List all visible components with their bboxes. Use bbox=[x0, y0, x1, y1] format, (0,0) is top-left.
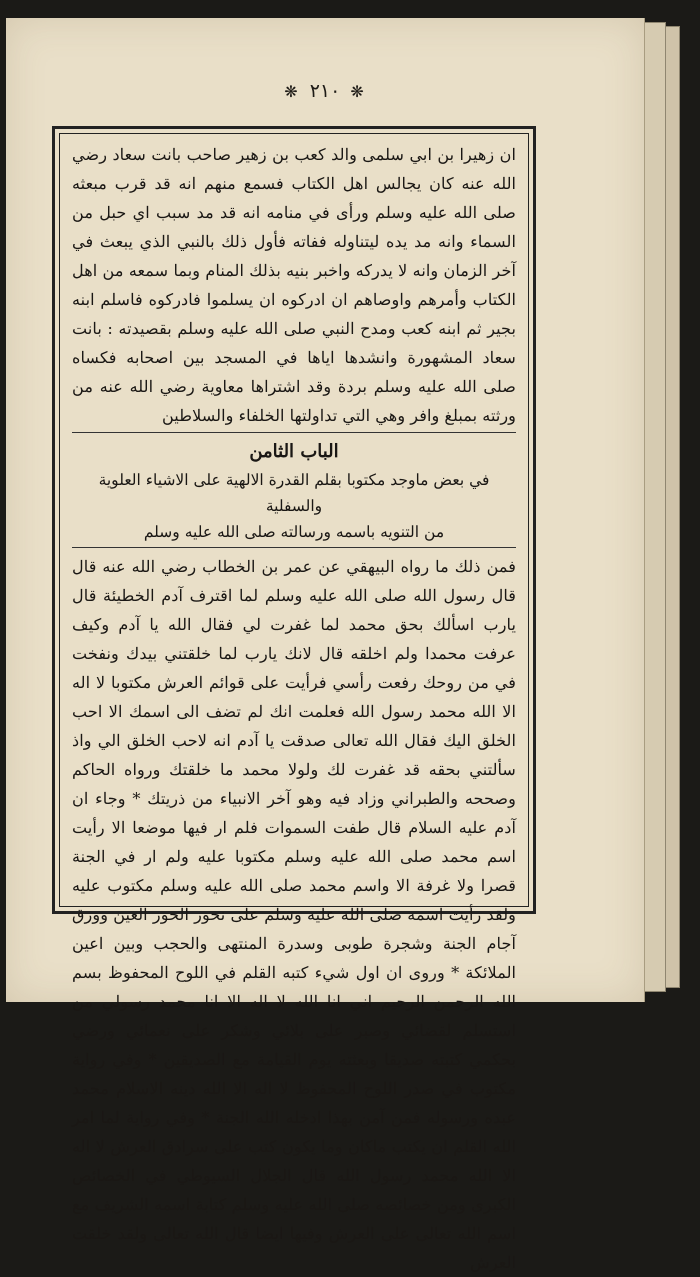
book-page bbox=[6, 18, 645, 1272]
divider bbox=[72, 547, 516, 548]
text-frame bbox=[52, 126, 536, 1272]
chapter-subtitle: من التنويه باسمه ورسالته صلى الله عليه وسلم bbox=[143, 523, 445, 541]
chapter-subtitle: في بعض ماوجد مكتوبا بقلم القدرة الالهية على الاشياء العلوية والسفلية bbox=[98, 471, 490, 515]
page-number-header bbox=[6, 80, 644, 102]
divider bbox=[72, 432, 516, 433]
page-content bbox=[72, 140, 516, 1272]
ornament-icon: ❋ bbox=[350, 82, 366, 101]
chapter-title: الباب الثامن bbox=[249, 441, 339, 462]
body-paragraph: فمن ذلك ما رواه البيهقي عن عمر بن الخطاب رضي الله عنه قال قال رسول الله صلى الله عليه وسلم لما اقترف آدم الخطيئة قال يارب اسألك بحق محمد لما غفرت لي فقال الله يا آدم وكيف عرفت محمدا ولم اخلقه قال لانك يارب لما خلقتني بيدك ونفخت في من روحك رفعت رأسي فرأيت على قوائم العرش مكتوبا لا اله الا الله محمد رسول الله فعلمت انك لم تضف الى اسمك الا احب الخلق اليك فقال الله تعالى صدقت يا آدم انه لاحب الخلق الي واذ سألتني بحقه قد غفرت لك ولولا محمد ما خلقتك ورواه الحاكم وصححه والطبراني وزاد فيه وهو آخر الانبياء من ذريتك * وجاء ان آدم عليه السلام قال طفت السموات فلم ار فيها موضعا الا رأيت اسم محمد صلى الله عليه وسلم مكتوبا عليه ولم ار في الجنة قصرا ولا غرفة الا واسم محمد صلى الله عليه وسلم مكتوب عليه ولقد رأيت اسمه صلى الله عليه وسلم على نحور الحور العين وورق آجام الجنة وشجرة طوبى وسدرة المنتهى والحجب وبين اعين الملائكة * وروى ان اول شيء كتبه القلم في اللوح المحفوظ بسم الله الرحمن الرحيم اني انا الله لا اله الا انا محمد رسولي من استسلم لقضائي وصبر على بلائي وشكر على نعمائي ورضي بحكمي كتبته صديقا وبعثته يوم القيامة مع الصديقين * وفي رواية مكتوب في صدر اللوح المحفوظ لا اله الا الله دينه الاسلام محمد عبده ورسوله فمن آمن بهذا ادخله الله الجنة * وفي رواية لما امر الله القلم ان يكتب ماكان وما يكون كتب على سرادق العرش لا اله الا الله محمد رسول الله قال الجلال السيوطي في الخصائص الكبرى ومن خصائصه صلى الله عليه وسلم كتابة اسمه الشريف مع اسم الله تعالى على العرش وفيها ايضا قال الله تعالى ولقد خلقت العرش bbox=[72, 557, 516, 1272]
ornament-icon: ❋ bbox=[284, 82, 300, 101]
page-number: ٢١٠ bbox=[309, 80, 341, 102]
intro-paragraph: ان زهيرا بن ابي سلمى والد كعب بن زهير صاحب بانت سعاد رضي الله عنه كان يجالس اهل الكتاب فسمع منهم انه قد قرب مبعثه صلى الله عليه وسلم ورأى في منامه انه قد مد سبب اي حبل من السماء وانه مد يده ليتناوله ففاته فأول ذلك بالنبي الذي يبعث في آخر الزمان وانه لا يدركه واخبر بنيه بذلك المنام وبما سمعه من اهل الكتاب وأمرهم واوصاهم ان ادركوه ان يسلموا فادركوه فاسلم ابنه بجير ثم ابنه كعب ومدح النبي صلى الله عليه وسلم بقصيدته : بانت سعاد المشهورة وانشدها اياها في المسجد بين اصحابه فكساه صلى الله عليه وسلم بردة وقد اشتراها معاوية رضي الله عنه من ورثته بمبلغ وافر وهي التي تداولتها الخلفاء والسلاطين bbox=[72, 145, 516, 425]
text-frame-inner bbox=[59, 133, 529, 1272]
